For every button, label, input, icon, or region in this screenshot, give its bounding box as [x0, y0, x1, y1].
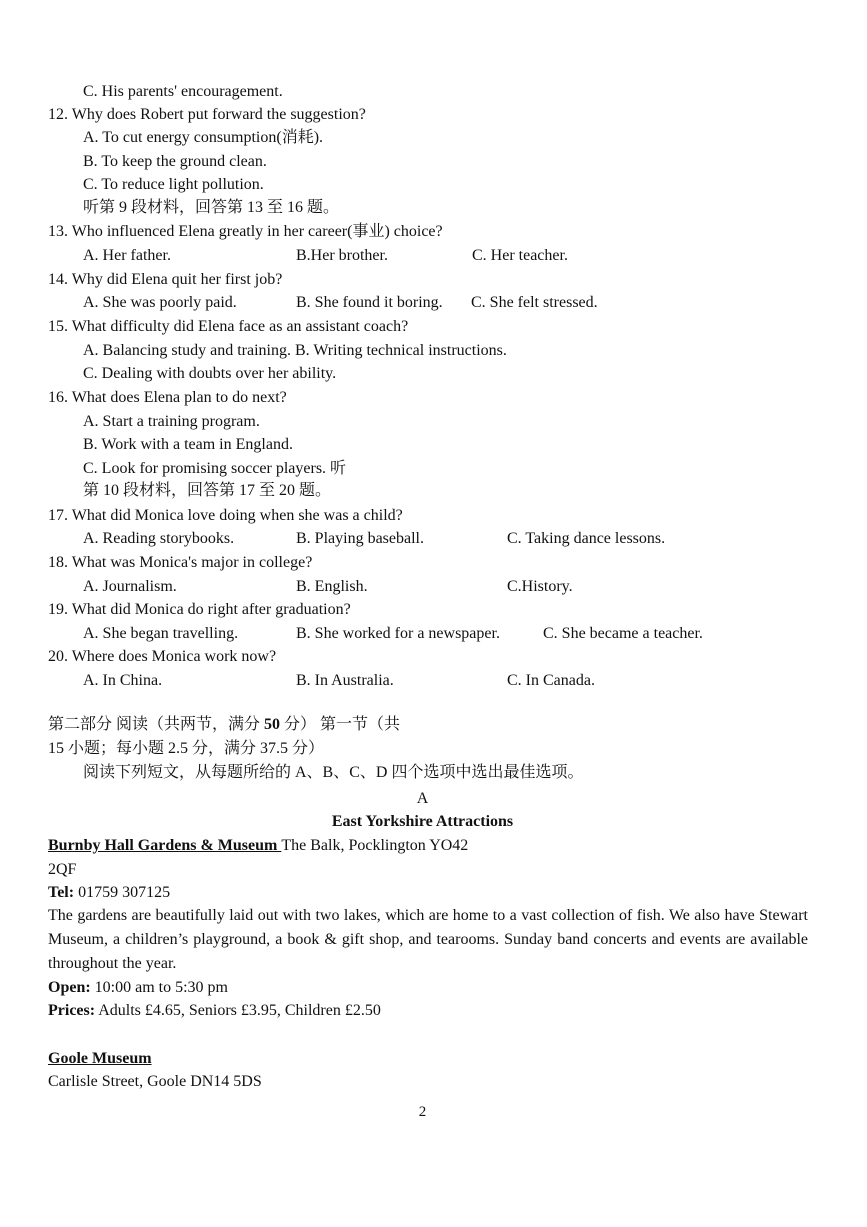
q14-stem: 14. Why did Elena quit her first job?	[48, 271, 283, 288]
q15-option-c: C. Dealing with doubts over her ability.	[83, 365, 337, 382]
part2-heading	[48, 715, 400, 735]
burnby-open-label: Open:	[48, 979, 91, 996]
part2-heading-line2: 15 小题；每小题 2.5 分，满分 37.5 分）	[48, 740, 325, 757]
burnby-open-hours: 10:00 am to 5:30 pm	[90, 979, 228, 996]
q20-stem: 20. Where does Monica work now?	[48, 648, 277, 665]
q18-option-c: C.History.	[507, 578, 573, 595]
burnby-address: The Balk, Pocklington YO42	[281, 837, 469, 854]
q17-option-b: B. Playing baseball.	[296, 530, 424, 547]
burnby-prices-values: Adults £4.65, Seniors £3.95, Children £2.50	[95, 1002, 381, 1019]
burnby-tel	[48, 883, 170, 903]
burnby-prices-label: Prices:	[48, 1002, 96, 1019]
segment10-instruction: 第 10 段材料，回答第 17 至 20 题。	[83, 482, 332, 499]
q11-option-c: C. His parents' encouragement.	[83, 83, 283, 100]
q12-stem: 12. Why does Robert put forward the suggestion?	[48, 106, 366, 123]
q16-stem: 16. What does Elena plan to do next?	[48, 389, 287, 406]
q18-stem: 18. What was Monica's major in college?	[48, 554, 313, 571]
q19-stem: 19. What did Monica do right after graduation?	[48, 601, 351, 618]
q12-option-b: B. To keep the ground clean.	[83, 153, 267, 170]
part2-heading-text-c: 分） 第一节（共	[280, 716, 401, 733]
q19-option-a: A. She began travelling.	[83, 625, 239, 642]
q15-stem: 15. What difficulty did Elena face as an assistant coach?	[48, 318, 409, 335]
passage-letter: A	[416, 790, 429, 807]
q17-stem: 17. What did Monica love doing when she was a child?	[48, 507, 403, 524]
q19-option-c: C. She became a teacher.	[543, 625, 703, 642]
q15-options-ab: A. Balancing study and training. B. Writing technical instructions.	[83, 342, 507, 359]
q18-option-b: B. English.	[296, 578, 368, 595]
passage-title: East Yorkshire Attractions	[331, 813, 514, 830]
q17-option-a: A. Reading storybooks.	[83, 530, 235, 547]
q18-option-a: A. Journalism.	[83, 578, 177, 595]
goole-address: Carlisle Street, Goole DN14 5DS	[48, 1073, 262, 1090]
burnby-name: Burnby Hall Gardens & Museum	[48, 837, 282, 854]
q20-option-b: B. In Australia.	[296, 672, 394, 689]
q13-option-b: B.Her brother.	[296, 247, 388, 264]
q14-option-b: B. She found it boring.	[296, 294, 443, 311]
burnby-description: The gardens are beautifully laid out with two lakes, which are home to a vast collection of fish. We also have Stewart Museum, a children’s playground, a book & gift shop, and tearooms. Sunday band concerts and events are available throughout the year.	[48, 907, 808, 972]
q13-option-a: A. Her father.	[83, 247, 171, 264]
q20-option-c: C. In Canada.	[507, 672, 595, 689]
q17-option-c: C. Taking dance lessons.	[507, 530, 666, 547]
q19-option-b: B. She worked for a newspaper.	[296, 625, 500, 642]
q12-option-c: C. To reduce light pollution.	[83, 176, 264, 193]
goole-name: Goole Museum	[48, 1050, 152, 1067]
segment9-instruction: 听第 9 段材料，回答第 13 至 16 题。	[83, 199, 340, 216]
q16-option-c: C. Look for promising soccer players. 听	[83, 460, 347, 477]
burnby-tel-label: Tel:	[48, 884, 75, 901]
q13-stem: 13. Who influenced Elena greatly in her career(事业) choice?	[48, 223, 443, 240]
burnby-open	[48, 978, 228, 998]
burnby-tel-number: 01759 307125	[74, 884, 171, 901]
burnby-heading-line	[48, 836, 468, 856]
burnby-address-line2: 2QF	[48, 861, 77, 878]
q13-option-c: C. Her teacher.	[472, 247, 568, 264]
goole-heading	[48, 1049, 152, 1069]
q20-option-a: A. In China.	[83, 672, 163, 689]
reading-instruction: 阅读下列短文，从每题所给的 A、B、C、D 四个选项中选出最佳选项。	[83, 764, 584, 781]
q12-option-a: A. To cut energy consumption(消耗).	[83, 129, 324, 146]
part2-total-score: 50	[264, 716, 281, 733]
part2-heading-text-a: 第二部分 阅读（共两节，满分	[48, 716, 265, 733]
q14-option-c: C. She felt stressed.	[471, 294, 598, 311]
q16-option-a: A. Start a training program.	[83, 413, 260, 430]
q14-option-a: A. She was poorly paid.	[83, 294, 237, 311]
q16-option-b: B. Work with a team in England.	[83, 436, 293, 453]
page-number: 2	[418, 1104, 427, 1120]
burnby-prices	[48, 1001, 381, 1021]
